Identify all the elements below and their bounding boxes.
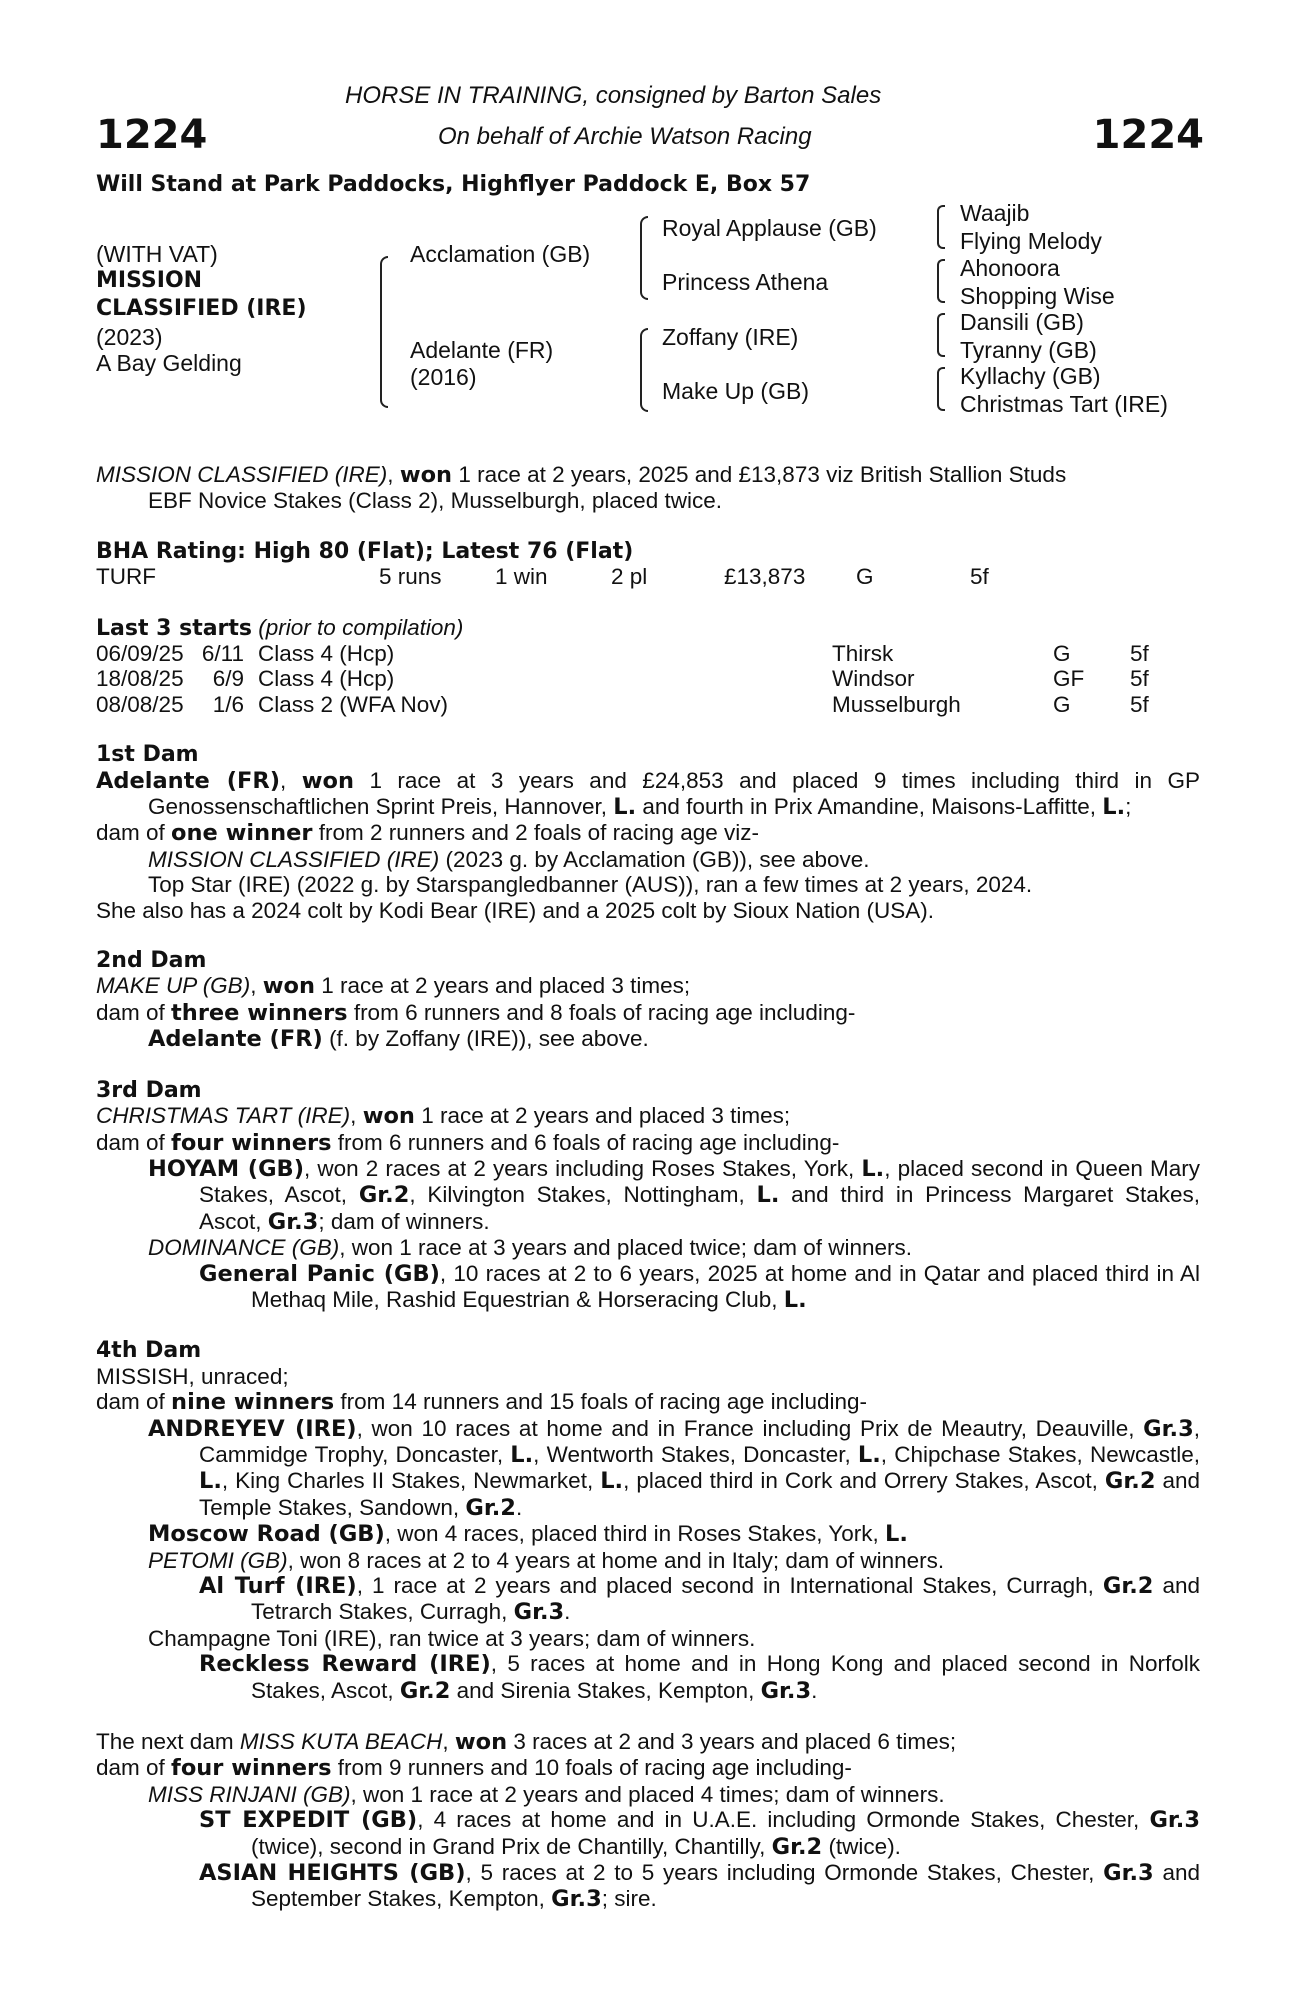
produce-text: .: [811, 1677, 818, 1703]
dam3-grandproduce-general-panic: [96, 1261, 1200, 1314]
group-mark: Gr.3: [267, 1208, 319, 1235]
dam2-produce-1: [96, 1026, 1200, 1052]
produce-name: HOYAM (GB): [148, 1155, 304, 1182]
pedigree-dss: Dansili (GB): [960, 309, 1084, 335]
dam-of-text: from 9 runners and 10 foals of racing age including-: [331, 1755, 852, 1781]
pedigree-dam-sire: Zoffany (IRE): [662, 324, 799, 350]
produce-name: General Panic (GB): [199, 1260, 440, 1287]
summary-text-2: EBF Novice Stakes (Class 2), Musselburgh, placed twice.: [148, 488, 722, 514]
start-distance: 5f: [1130, 641, 1149, 667]
turf-wins: 1 win: [495, 564, 548, 590]
dam1-produce-summary: [96, 820, 1200, 846]
start-date: 06/09/25: [96, 641, 184, 667]
pedigree-dsd: Tyranny (GB): [960, 337, 1097, 363]
next-dam-record: [96, 1729, 1200, 1755]
dam1-name: Adelante (FR): [96, 767, 281, 794]
dam1-text: and fourth in Prix Amandine, Maisons-Laffitte,: [636, 794, 1103, 820]
listed-mark: L.: [199, 1468, 222, 1495]
dam4-record: MISSISH, unraced;: [96, 1363, 289, 1389]
produce-text: (2023 g. by Acclamation (GB)), see above.: [439, 846, 870, 872]
dam-of-label: dam of: [96, 1129, 172, 1155]
produce-text: , King Charles II Stakes, Newmarket,: [221, 1468, 601, 1494]
produce-text: , won 10 races at home and in France including Prix de Meautry, Deauville,: [356, 1415, 1144, 1441]
start-position: 6/11: [201, 641, 244, 667]
pedigree-dam: Adelante (FR): [410, 337, 554, 363]
dam2-title: 2nd Dam: [96, 948, 207, 974]
dam3-record: CHRISTMAS TART (IRE), won 1 race at 2 years and placed 3 times;: [96, 1103, 791, 1130]
dam-of-text: from 14 runners and 15 foals of racing age including-: [334, 1389, 867, 1415]
produce-text: ; dam of winners.: [318, 1208, 490, 1234]
produce-text: and Sirenia Stakes, Kempton,: [450, 1677, 761, 1703]
pedigree-ssd: Flying Melody: [960, 228, 1102, 254]
produce-text: and September Stakes, Kempton,: [251, 1860, 1200, 1912]
produce-text: , Chipchase Stakes, Newcastle,: [880, 1441, 1200, 1467]
produce-name: MISSION CLASSIFIED (IRE): [148, 846, 440, 872]
dam2-name: MAKE UP (GB): [96, 973, 251, 999]
turf-earnings: £13,873: [724, 564, 806, 590]
lot-number-right: 1224: [1092, 112, 1204, 158]
dam2-won: won: [262, 973, 315, 1000]
dam4-grandproduce-al-turf: [96, 1573, 1200, 1626]
table-row: [96, 641, 1149, 666]
produce-text: , Kilvington Stakes, Nottingham,: [409, 1182, 757, 1208]
produce-text: , 10 races at 2 to 6 years, 2025 at home and in Qatar and placed third in Al Methaq Mile, Rashid Equestrian & Horseracing Club,: [251, 1260, 1200, 1312]
last-starts-title: Last 3 starts: [96, 615, 253, 641]
vendor-line: On behalf of Archie Watson Racing: [438, 123, 812, 150]
pedigree-bracket-ds: [937, 313, 945, 357]
group-mark: Gr.2: [358, 1182, 410, 1209]
listed-mark: L.: [510, 1441, 534, 1468]
horse-name-line1: MISSION: [96, 268, 203, 293]
dam-of-text: from 6 runners and 6 foals of racing age including-: [331, 1129, 840, 1155]
produce-text: , Wentworth Stakes, Doncaster,: [533, 1441, 858, 1467]
dam-of-label: dam of: [96, 1755, 172, 1781]
group-mark: Gr.3: [1143, 1415, 1194, 1442]
group-mark: Gr.2: [465, 1494, 516, 1521]
bha-rating-title: BHA Rating: High 80 (Flat); Latest 76 (Flat): [96, 538, 634, 564]
turf-runs: 5 runs: [379, 564, 442, 590]
produce-text: (f. by Zoffany (IRE)), see above.: [322, 1026, 649, 1052]
next-dam-name: MISS KUTA BEACH: [239, 1729, 443, 1755]
dam3-produce-summary: [96, 1130, 1200, 1156]
dam2-text: 1 race at 2 years and placed 3 times;: [314, 973, 691, 999]
group-mark: Gr.2: [771, 1833, 823, 1860]
produce-text: , 5 races at 2 to 5 years including Ormonde Stakes, Chester,: [465, 1860, 1104, 1886]
dam4-title: 4th Dam: [96, 1338, 202, 1364]
horse-name-line2: CLASSIFIED (IRE): [96, 296, 307, 321]
dam1-also: She also has a 2024 colt by Kodi Bear (IRE) and a 2025 colt by Sioux Nation (USA).: [96, 897, 934, 923]
start-distance: 5f: [1130, 691, 1149, 717]
listed-mark: L.: [861, 1155, 885, 1182]
dam3-title: 3rd Dam: [96, 1077, 202, 1103]
next-dam-sep: ,: [442, 1729, 455, 1755]
start-course: Windsor: [832, 666, 915, 692]
dam-of-text: from 2 runners and 2 foals of racing age viz-: [312, 820, 759, 846]
produce-name: Adelante (FR): [148, 1026, 323, 1053]
produce-text: , 5 races at home and in Hong Kong and placed second in Norfolk Stakes, Ascot,: [251, 1651, 1201, 1703]
group-mark: Gr.3: [513, 1599, 565, 1626]
dam1-won: won: [301, 767, 354, 794]
group-mark: Gr.3: [1149, 1807, 1200, 1834]
next-dam-text: 3 races at 2 and 3 years and placed 6 times;: [507, 1729, 957, 1755]
produce-name: PETOMI (GB): [148, 1547, 288, 1573]
produce-name: ST EXPEDIT (GB): [199, 1807, 418, 1834]
group-mark: Gr.3: [1103, 1860, 1154, 1887]
winner-count: four winners: [171, 1129, 332, 1156]
dam4-produce-petomi: [96, 1548, 1200, 1573]
pedigree-sire-dam: Princess Athena: [662, 269, 829, 295]
start-race: Class 4 (Hcp): [258, 641, 395, 667]
start-course: Thirsk: [832, 641, 894, 667]
dam3-produce-dominance: [96, 1235, 1200, 1260]
group-mark: Gr.2: [1102, 1573, 1154, 1600]
produce-text: ; sire.: [601, 1886, 657, 1912]
produce-text: , won 1 race at 3 years and placed twice; dam of winners.: [339, 1235, 913, 1261]
last-starts-subtitle: (prior to compilation): [258, 614, 464, 640]
produce-name: Reckless Reward (IRE): [199, 1651, 491, 1678]
dam-of-label: dam of: [96, 1389, 172, 1415]
dam3-text: 1 race at 2 years and placed 3 times;: [414, 1103, 791, 1129]
table-row: [96, 692, 1149, 717]
listed-mark: L.: [857, 1441, 881, 1468]
next-dam-grandproduce-st-expedit: [96, 1807, 1200, 1860]
next-dam-won: won: [454, 1729, 508, 1756]
dam2-produce-summary: [96, 1000, 1200, 1026]
pedigree-sire-sire: Royal Applause (GB): [662, 215, 877, 241]
produce-name: Al Turf (IRE): [199, 1573, 357, 1600]
dam2-record: MAKE UP (GB), won 1 race at 2 years and placed 3 times;: [96, 973, 691, 1000]
start-distance: 5f: [1130, 666, 1149, 692]
summary-horse-name: MISSION CLASSIFIED (IRE): [96, 462, 388, 487]
turf-going: G: [856, 564, 874, 590]
group-mark: Gr.2: [399, 1677, 451, 1704]
start-position: 6/9: [212, 666, 244, 692]
pedigree-sds: Ahonoora: [960, 255, 1060, 281]
pedigree-sire: Acclamation (GB): [410, 241, 591, 267]
table-row: [96, 666, 1149, 691]
last-starts-table: [96, 641, 1149, 717]
listed-mark: L.: [783, 1286, 807, 1313]
produce-text: , won 1 race at 2 years and placed 4 times; dam of winners.: [350, 1781, 945, 1807]
dam1-title: 1st Dam: [96, 742, 199, 768]
turf-surface: TURF: [96, 564, 156, 590]
pedigree-ddd: Christmas Tart (IRE): [960, 391, 1168, 417]
produce-text: , won 4 races, placed third in Roses Stakes, York,: [384, 1521, 886, 1547]
produce-text: , Cammidge Trophy, Doncaster,: [199, 1415, 1200, 1467]
dam1-produce-2: Top Star (IRE) (2022 g. by Starspangledbanner (AUS)), ran a few times at 2 years, 2024.: [148, 872, 1033, 898]
turf-placed: 2 pl: [611, 564, 648, 590]
produce-text: .: [564, 1599, 571, 1625]
pedigree-dds: Kyllachy (GB): [960, 363, 1101, 389]
turf-record: [96, 564, 1200, 589]
dam-of-label: dam of: [96, 999, 172, 1025]
dam3-produce-hoyam: [96, 1156, 1200, 1235]
produce-text: , 1 race at 2 years and placed second in International Stakes, Curragh,: [356, 1573, 1103, 1599]
dam4-produce-champagne-toni: Champagne Toni (IRE), ran twice at 3 years; dam of winners.: [148, 1625, 756, 1651]
stand-location: Will Stand at Park Paddocks, Highflyer Paddock E, Box 57: [96, 172, 811, 197]
next-dam-intro: The next dam: [96, 1729, 240, 1755]
dam-of-label: dam of: [96, 820, 172, 846]
dam4-produce-summary: [96, 1389, 1200, 1415]
vat-note: (WITH VAT): [96, 241, 218, 267]
pedigree-bracket-ss: [937, 205, 945, 249]
winner-count: three winners: [171, 999, 348, 1026]
listed-mark: L.: [756, 1182, 780, 1209]
turf-distance: 5f: [970, 564, 989, 590]
winner-count: nine winners: [171, 1389, 335, 1416]
dam3-won: won: [362, 1103, 415, 1130]
pedigree-dam-year: (2016): [410, 364, 477, 390]
group-mark: Gr.3: [760, 1677, 812, 1704]
pedigree-dam-dam: Make Up (GB): [662, 378, 809, 404]
group-mark: Gr.2: [1104, 1468, 1156, 1495]
pedigree-sss: Waajib: [960, 200, 1030, 226]
produce-text: , placed second in Queen Mary Stakes, Ascot,: [199, 1155, 1200, 1208]
produce-text: (twice), second in Grand Prix de Chantilly, Chantilly,: [251, 1833, 772, 1859]
next-dam-produce-summary: [96, 1755, 1200, 1781]
produce-text: and third in Princess Margaret Stakes, Ascot,: [199, 1182, 1200, 1234]
pedigree-bracket-sire: [640, 216, 648, 300]
pedigree-bracket-dd: [937, 367, 945, 411]
produce-text: , won 8 races at 2 to 4 years at home and in Italy; dam of winners.: [287, 1547, 945, 1573]
dam4-produce-andreyev: [96, 1416, 1200, 1522]
dam-of-text: from 6 runners and 8 foals of racing age including-: [347, 999, 856, 1025]
winner-count: four winners: [171, 1755, 332, 1782]
next-dam-produce-miss-rinjani: [96, 1782, 1200, 1807]
start-date: 18/08/25: [96, 666, 184, 692]
start-going: G: [1053, 641, 1071, 667]
next-dam-grandproduce-asian-heights: [96, 1860, 1200, 1913]
pedigree-sdd: Shopping Wise: [960, 283, 1115, 309]
produce-text: and Temple Stakes, Sandown,: [199, 1468, 1201, 1520]
produce-name: Moscow Road (GB): [148, 1521, 385, 1548]
horse-year: (2023): [96, 324, 163, 350]
listed-mark: L.: [600, 1468, 624, 1495]
dam4-produce-moscow-road: [96, 1521, 1200, 1547]
dam4-grandproduce-reckless-reward: [96, 1651, 1200, 1704]
dam1-text: 1 race at 3 years and £24,853 and placed 9 times including third in GP Genossenschaftlichen Sprint Preis, Hannover,: [148, 767, 1200, 820]
produce-name: DOMINANCE (GB): [148, 1235, 340, 1261]
dam3-name: CHRISTMAS TART (IRE): [96, 1103, 351, 1129]
pedigree-bracket-gen1: [380, 256, 388, 408]
dam1-produce-1: [96, 847, 1200, 872]
start-course: Musselburgh: [832, 691, 961, 717]
produce-text: (twice).: [822, 1833, 901, 1859]
group-mark: Gr.3: [551, 1886, 602, 1913]
produce-name: ASIAN HEIGHTS (GB): [199, 1860, 466, 1887]
start-going: GF: [1053, 666, 1085, 692]
summary-text-1: 1 race at 2 years, 2025 and £13,873 viz British Stallion Studs: [452, 462, 1067, 487]
winner-count: one winner: [171, 820, 313, 847]
produce-text: and Tetrarch Stakes, Curragh,: [251, 1573, 1200, 1625]
start-position: 1/6: [212, 691, 244, 717]
produce-text: , 4 races at home and in U.A.E. including Ormonde Stakes, Chester,: [417, 1807, 1150, 1833]
listed-mark: L.: [885, 1521, 908, 1548]
lot-number-left: 1224: [96, 112, 208, 158]
dam1-record: Adelante (FR), won 1 race at 3 years and £24,853 and placed 9 times including third in GP Genossenschaftlichen Sprint Preis, Hannover, L. and fourth in Prix Amandine, Maisons-Laffitte, L.;: [96, 767, 1200, 821]
last-starts-heading: [96, 615, 1200, 641]
produce-text: , placed third in Cork and Orrery Stakes, Ascot,: [623, 1468, 1105, 1494]
produce-text: , won 2 races at 2 years including Roses Stakes, York,: [303, 1155, 862, 1181]
start-date: 08/08/25: [96, 691, 184, 717]
listed-mark: L.: [613, 794, 637, 821]
produce-name: MISS RINJANI (GB): [148, 1781, 351, 1807]
produce-text: .: [515, 1494, 523, 1520]
summary-won: won: [399, 462, 453, 488]
start-race: Class 4 (Hcp): [258, 666, 395, 692]
produce-name: ANDREYEV (IRE): [148, 1415, 357, 1442]
consignor-line: HORSE IN TRAINING, consigned by Barton Sales: [345, 82, 882, 109]
pedigree-bracket-sd: [937, 259, 945, 303]
pedigree-bracket-dam: [640, 328, 648, 412]
listed-mark: L.: [1102, 794, 1126, 821]
start-going: G: [1053, 691, 1071, 717]
dam1-text: ;: [1125, 794, 1132, 820]
start-race: Class 2 (WFA Nov): [258, 691, 449, 717]
horse-description: A Bay Gelding: [96, 350, 242, 376]
race-summary: MISSION CLASSIFIED (IRE), won 1 race at 2 years, 2025 and £13,873 viz British Stallion Studs EBF Novice Stakes (Class 2), Musselburgh, placed twice.: [96, 462, 1067, 514]
catalogue-body: [96, 462, 1200, 1913]
